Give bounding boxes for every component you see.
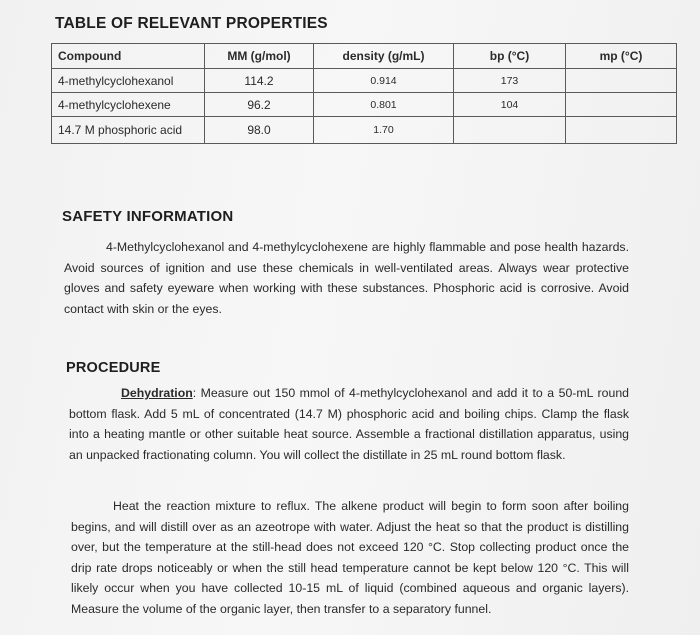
properties-table xyxy=(51,43,677,144)
safety-title: SAFETY INFORMATION xyxy=(62,208,234,225)
header-mm: MM (g/mol) xyxy=(205,44,314,69)
cell-mp xyxy=(566,93,677,117)
cell-mp xyxy=(566,117,677,144)
table-header-row xyxy=(52,44,677,69)
dehydration-label: Dehydration xyxy=(121,386,193,400)
cell-density: 0.914 xyxy=(314,69,454,93)
cell-mm: 98.0 xyxy=(205,117,314,144)
table-row xyxy=(52,117,677,144)
dehydration-paragraph xyxy=(69,383,629,465)
procedure-title: PROCEDURE xyxy=(66,360,161,376)
cell-mp xyxy=(566,69,677,93)
cell-compound: 14.7 M phosphoric acid xyxy=(52,117,205,144)
table-row xyxy=(52,93,677,117)
cell-bp xyxy=(454,117,566,144)
cell-mm: 114.2 xyxy=(205,69,314,93)
cell-density: 1.70 xyxy=(314,117,454,144)
table-title: TABLE OF RELEVANT PROPERTIES xyxy=(55,15,328,32)
table-row xyxy=(52,69,677,93)
cell-bp: 104 xyxy=(454,93,566,117)
heat-paragraph: Heat the reaction mixture to reflux. The alkene product will begin to form soon after boiling begins, and will distill over as an azeotrope with water. Adjust the heat so that the product is distilling over, but the temperature at the still-head does not exceed 120 °C. Stop collecting product once the drip rate drops noticeably or when the still head temperature cannot be kept below 120 °C. This will likely occur when you have collected 10-15 mL of liquid (combined aqueous and organic layers). Measure the volume of the organic layer, then transfer to a separatory funnel. xyxy=(71,499,629,616)
header-compound: Compound xyxy=(52,44,205,69)
cell-compound: 4-methylcyclohexene xyxy=(52,93,205,117)
header-bp: bp (°C) xyxy=(454,44,566,69)
cell-mm: 96.2 xyxy=(205,93,314,117)
dehydration-body: : Measure out 150 mmol of 4-methylcyclohexanol and add it to a 50-mL round bottom flask. Add 5 mL of concentrated (14.7 M) phosphoric acid and boiling chips. Clamp the flask into a heating mantle or other suitable heat source. Assemble a fractional distillation apparatus, using an unpacked fractionating column. You will collect the distillate in 25 mL round bottom flask. xyxy=(69,386,629,462)
header-density: density (g/mL) xyxy=(314,44,454,69)
cell-compound: 4-methylcyclohexanol xyxy=(52,69,205,93)
cell-bp: 173 xyxy=(454,69,566,93)
safety-paragraph: 4-Methylcyclohexanol and 4-methylcyclohexene are highly flammable and pose health hazards. Avoid sources of ignition and use these chemicals in well-ventilated areas. Always wear protective gloves and safety eyeware when working with these substances. Phosphoric acid is corrosive. Avoid contact with skin or the eyes. xyxy=(64,240,629,316)
header-mp: mp (°C) xyxy=(566,44,677,69)
cell-density: 0.801 xyxy=(314,93,454,117)
